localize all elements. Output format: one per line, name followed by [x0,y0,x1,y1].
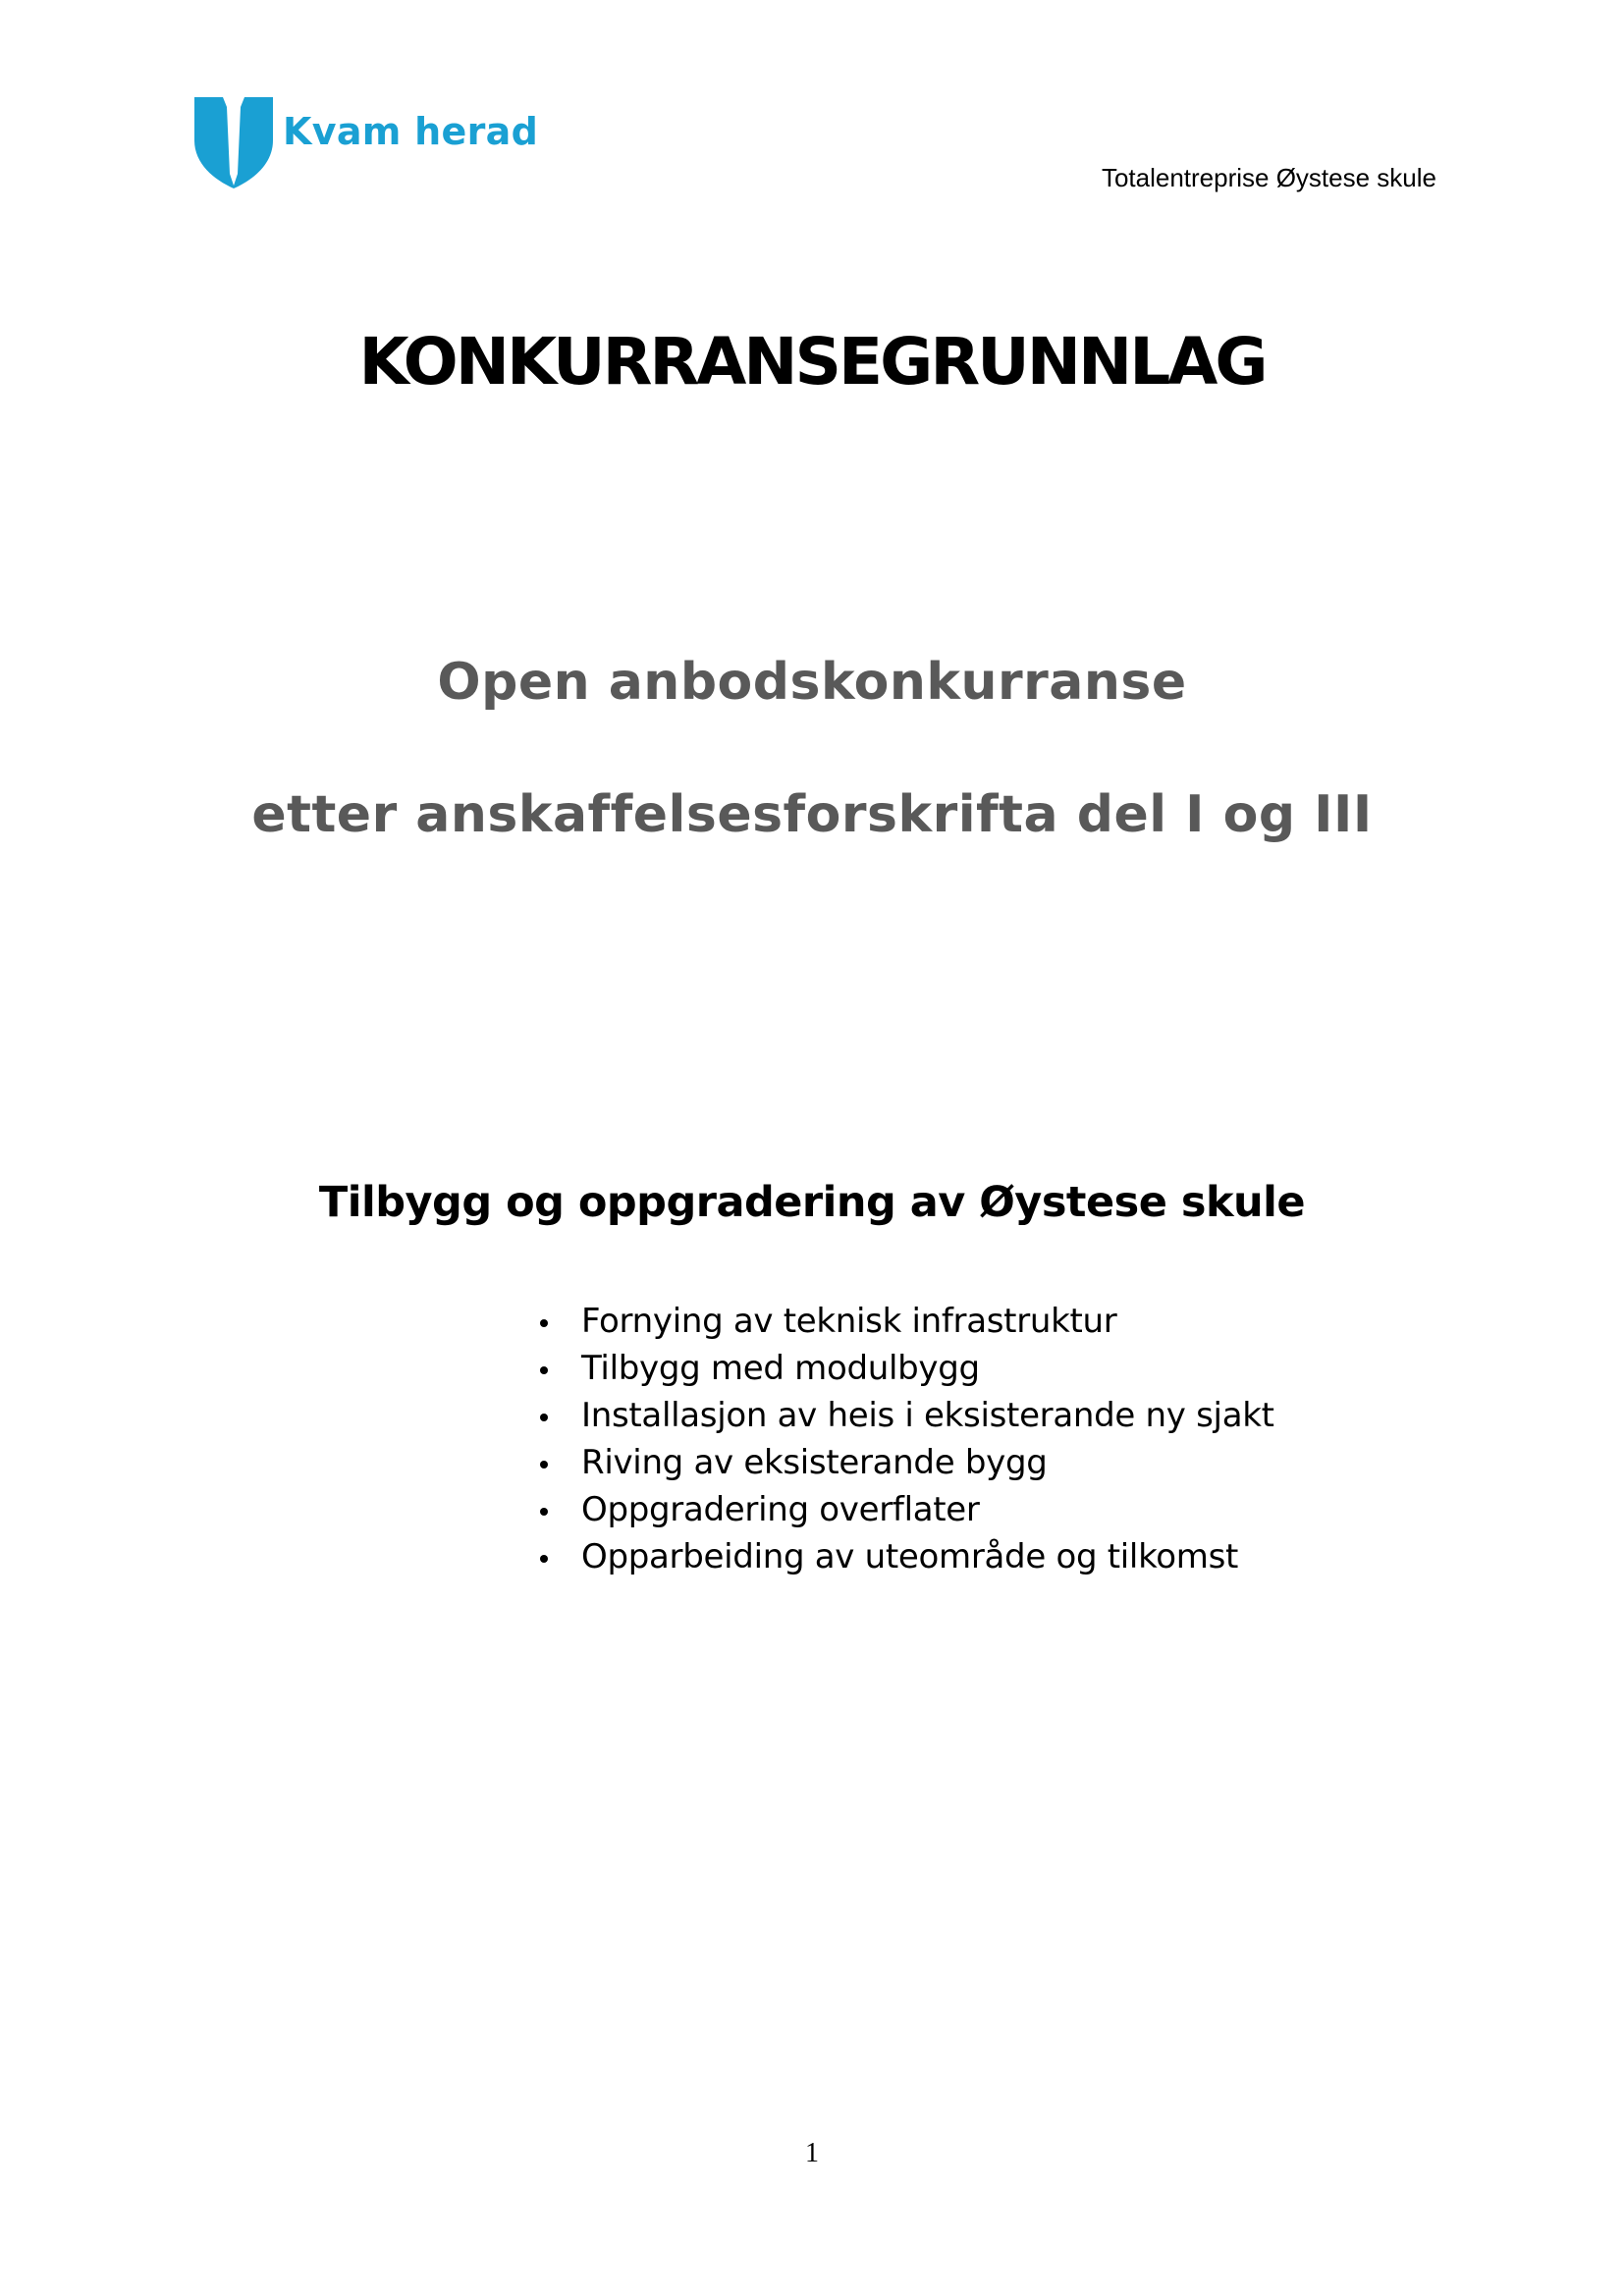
list-item: Oppgradering overflater [535,1486,1274,1533]
list-item: Tilbygg med modulbygg [535,1345,1274,1392]
shield-logo-icon [192,95,275,189]
scope-list [535,1298,1274,1580]
project-title: Tilbygg og oppgradering av Øystese skule [318,1178,1306,1227]
page-number: 1 [805,2138,819,2168]
document-header-title: Totalentreprise Øystese skule [1101,163,1436,192]
document-title: KONKURRANSEGRUNNLAG [358,324,1266,400]
subtitle-regulation: etter anskaffelsesforskrifta del I og III [251,785,1373,844]
list-item: Fornying av teknisk infrastruktur [535,1298,1274,1345]
logo-text: Kvam herad [283,110,539,153]
list-item: Installasjon av heis i eksisterande ny sjakt [535,1392,1274,1439]
kvam-herad-logo [192,95,538,189]
list-item: Riving av eksisterande bygg [535,1439,1274,1486]
list-item: Opparbeiding av uteområde og tilkomst [535,1533,1274,1580]
subtitle-procedure: Open anbodskonkurranse [437,653,1187,712]
